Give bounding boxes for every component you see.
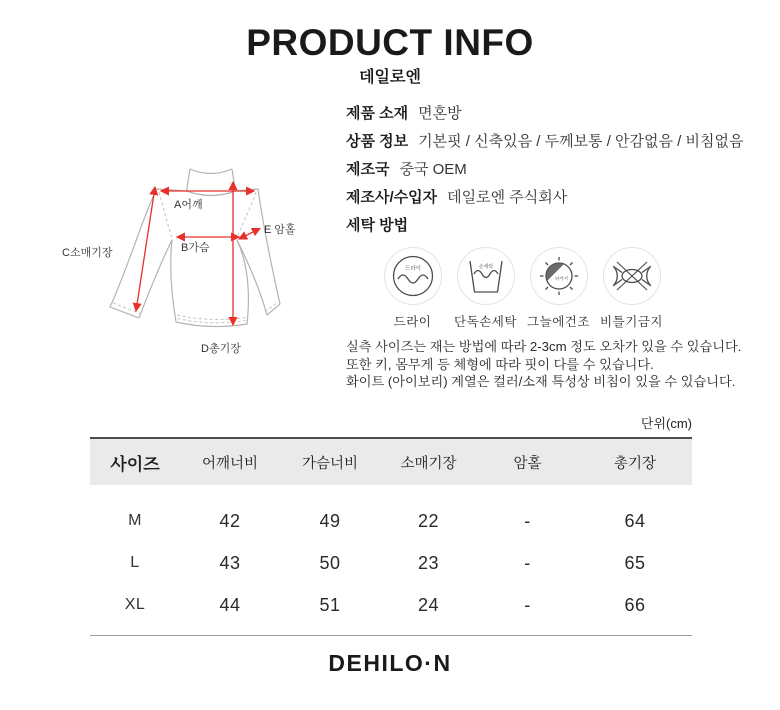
origin-label: 제조국 (346, 161, 390, 178)
info-row-maker (346, 184, 746, 212)
size-row-xl (90, 584, 692, 636)
length-measure-label: D총기장 (201, 343, 241, 355)
care-label-shade-dry: 그늘에건조 (527, 315, 590, 329)
armhole-value: - (524, 510, 531, 531)
sleeve-value: 23 (417, 552, 440, 573)
chest-value: 51 (319, 594, 341, 615)
info-row-wash (346, 212, 746, 240)
material-value: 면혼방 (418, 105, 462, 122)
detail-value: 기본핏 / 신축있음 / 두께보통 / 안감없음 / 비침없음 (418, 133, 744, 150)
size-name: L (130, 554, 140, 571)
care-label-no-wring: 비틀기금지 (600, 315, 663, 329)
size-disclaimer (346, 338, 766, 391)
size-name: XL (124, 596, 146, 613)
hand-wash-icon (457, 247, 515, 305)
care-icon-row (376, 247, 668, 330)
brand-name: 데일로엔 (359, 69, 421, 86)
product-info-list (346, 100, 746, 240)
dry-clean-icon (384, 247, 442, 305)
detail-label: 상품 정보 (346, 133, 409, 150)
care-item-shade-dry (522, 247, 595, 330)
origin-value: 중국 OEM (399, 161, 467, 178)
col-header-shoulder: 어깨너비 (201, 455, 259, 472)
col-header-size: 사이즈 (110, 454, 160, 474)
care-label-dry: 드라이 (393, 315, 432, 329)
armhole-value: - (524, 552, 531, 573)
shade-dry-icon (530, 247, 588, 305)
info-row-material (346, 100, 746, 128)
maker-label: 제조사/수입자 (346, 189, 438, 206)
size-name: M (128, 512, 142, 529)
col-header-length: 총기장 (613, 455, 657, 472)
chest-measure-label: B가슴 (181, 242, 210, 254)
chest-value: 50 (319, 552, 341, 573)
armhole-value: - (524, 594, 531, 615)
care-item-handwash (449, 247, 522, 330)
length-value: 65 (624, 552, 646, 573)
size-table-header-row (90, 438, 692, 485)
care-item-dry (376, 247, 449, 330)
col-header-sleeve: 소매기장 (400, 455, 457, 472)
page-title: PRODUCT INFO (246, 22, 534, 63)
armhole-measure-label: E 암홀 (264, 224, 296, 236)
no-wring-icon (603, 247, 661, 305)
disclaimer-line-1: 실측 사이즈는 재는 방법에 따라 2-3cm 정도 오차가 있을 수 있습니다. (346, 339, 742, 354)
col-header-chest: 가슴너비 (301, 455, 359, 472)
svg-text:드라이: 드라이 (404, 266, 421, 272)
sleeve-measure-label: C소매기장 (62, 247, 113, 259)
length-value: 66 (624, 594, 646, 615)
sleeve-value: 24 (417, 594, 440, 615)
shoulder-measure-label: A어깨 (174, 199, 203, 211)
unit-label: 단위(cm) (640, 416, 692, 431)
info-row-origin (346, 156, 746, 184)
info-row-detail (346, 128, 746, 156)
maker-value: 데일로엔 주식회사 (447, 189, 568, 206)
material-label: 제품 소재 (346, 105, 409, 122)
disclaimer-line-3: 화이트 (아이보리) 계열은 컬러/소재 특성상 비침이 있을 수 있습니다. (346, 374, 736, 389)
care-item-no-wring (595, 247, 668, 330)
wash-method-label: 세탁 방법 (346, 217, 409, 234)
col-header-armhole: 암홀 (513, 455, 542, 472)
chest-value: 49 (319, 510, 341, 531)
size-row-m (90, 485, 692, 542)
size-row-l (90, 542, 692, 584)
svg-text:손세탁: 손세탁 (478, 264, 493, 270)
brand-logo: DEHILO·N (328, 650, 452, 676)
garment-measurement-diagram (60, 146, 340, 371)
size-table (90, 437, 692, 636)
shoulder-value: 43 (219, 552, 241, 573)
care-label-handwash: 단독손세탁 (454, 315, 517, 329)
sleeve-value: 22 (417, 510, 440, 531)
shoulder-value: 42 (219, 510, 241, 531)
svg-text:뉘어서: 뉘어서 (554, 276, 568, 281)
length-value: 64 (624, 510, 646, 531)
shoulder-value: 44 (219, 594, 241, 615)
disclaimer-line-2: 또한 키, 몸무게 등 체형에 따라 핏이 다를 수 있습니다. (346, 356, 654, 372)
